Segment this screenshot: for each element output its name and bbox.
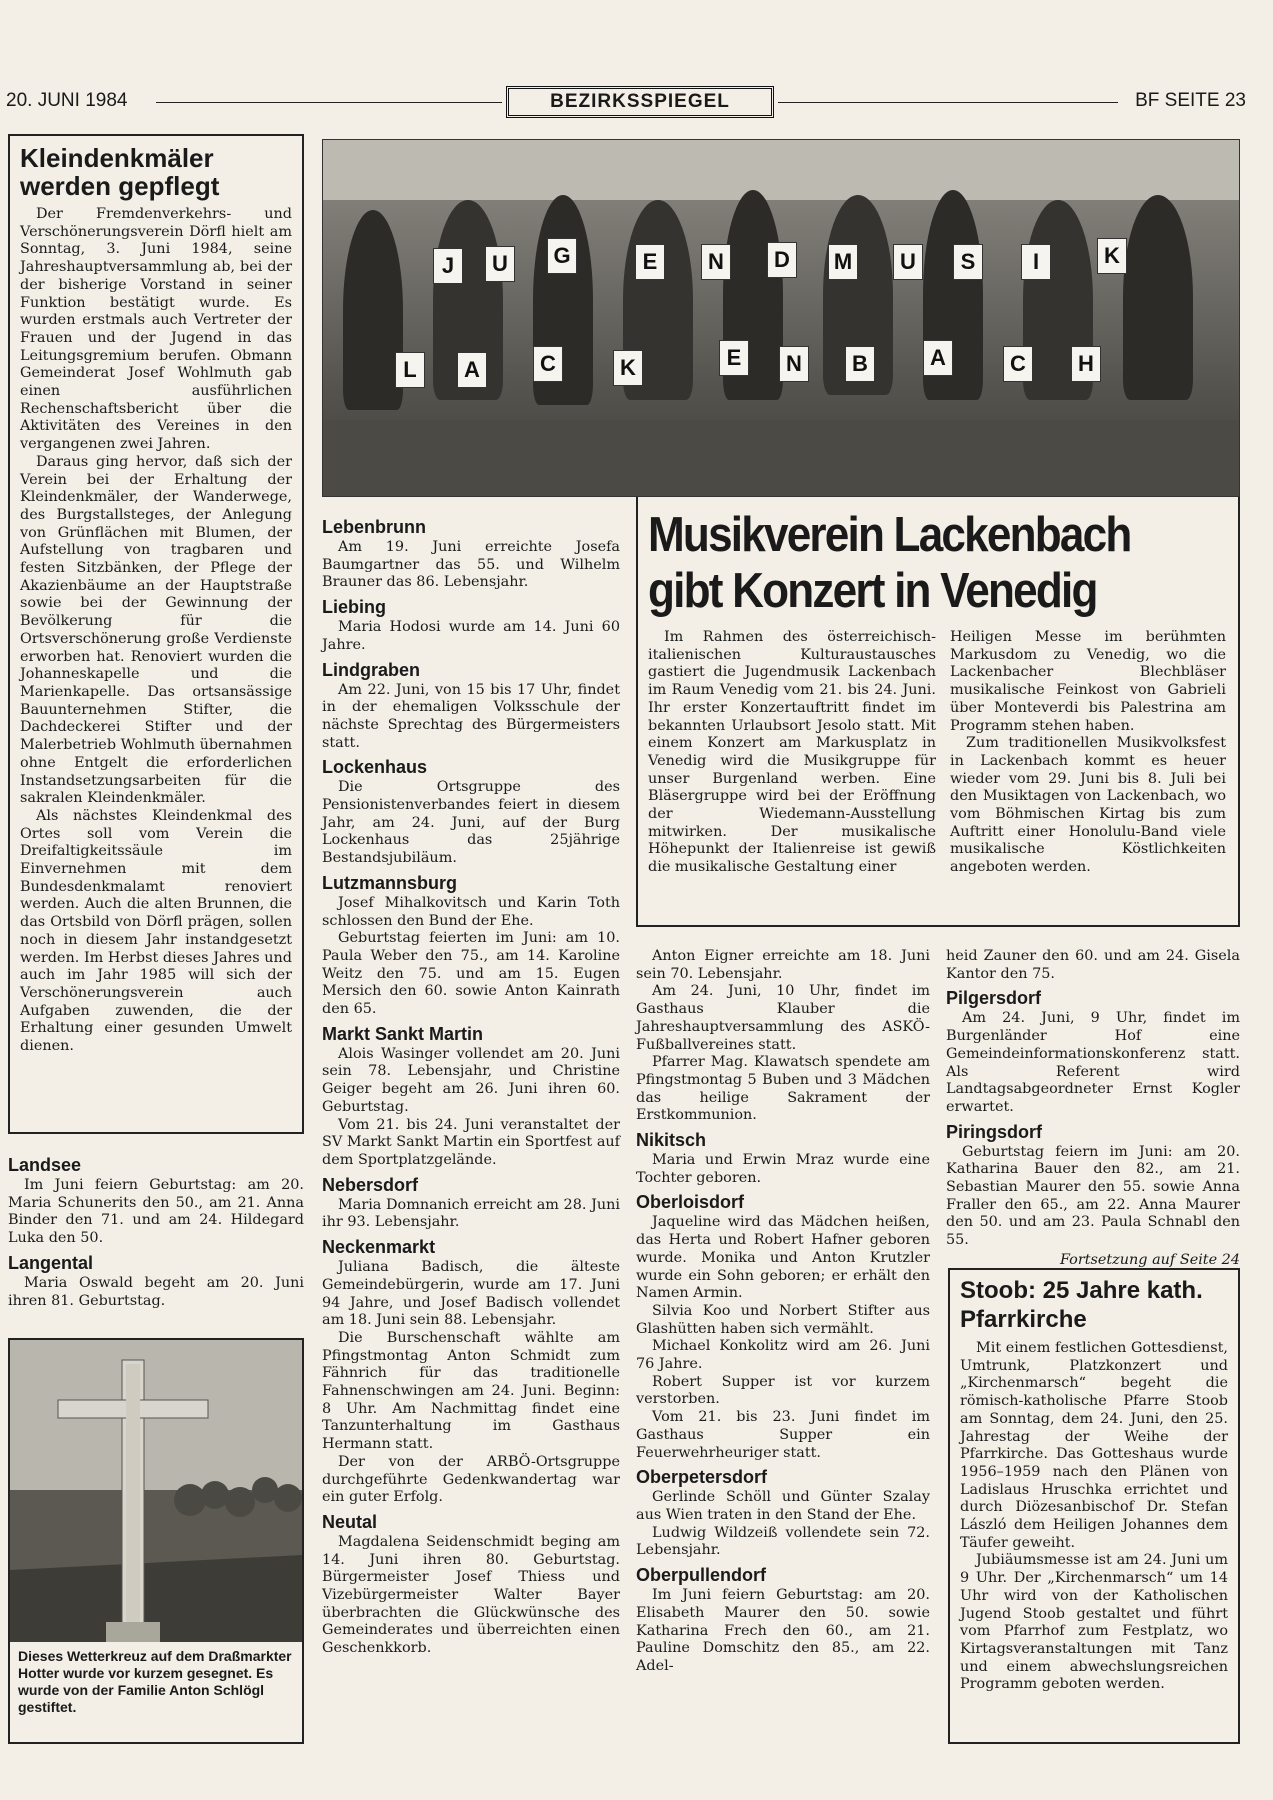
paragraph: Daraus ging hervor, daß sich der Verein bei der Erhaltung der Kleindenkmäler, der Wanderwege, des Burgstallsteges, der Anlegung von Grünflächen mit Blumen, der Aufstellung von tragbaren und festen Sitzbänken, der Pflege der Akazienbäume an der Hauptstraße sowie bei der Gewinnung der Bevölkerung für die Ortsverschönerung große Verdienste erworben hat. Renoviert wurden die Johanneskapelle und die Marienkapelle. Das ortsansässige Bauunternehmen Stifter, die Dachdeckerei Stifter und der Malerbetrieb Wohlmuth übernahmen ohne Entgelt die erforderlichen Instandsetzungsarbeiten für die sakralen Kleindenkmäler. (20, 453, 292, 807)
item-text: Anton Eigner erreichte am 18. Juni sein 70. Lebensjahr. (636, 948, 930, 982)
item-text: Silvia Koo und Norbert Stifter aus Glashütten haben sich vermählt. (636, 1302, 930, 1337)
item-text: Juliana Badisch, die älteste Gemeindebürgerin, wurde am 17. Juni 94 Jahre, und Josef Badisch vollendet am 18. Juni sein 88. Lebensjahr. (322, 1259, 620, 1329)
sign-letter: J (433, 248, 463, 284)
person-shape (1123, 195, 1193, 400)
sign-letter: G (547, 238, 577, 274)
article-musikverein (636, 497, 1240, 927)
paragraph: Im Rahmen des österreichisch-italienischen Kulturaustausches gastiert die Jugendmusik Lackenbach im Raum Venedig vom 21. bis 24. Juni. Ihr erster Konzertauftritt findet im bekannten Urlaubsort Jesolo statt. Mit einem Konzert am Markusplatz in Venedig wird die Musikgruppe für unser Burgenland werben. Eine Bläsergruppe wird bei der Eröffnung der Wiedemann-Ausstellung mitwirken. Der musikalische Höhepunkt der Italienreise ist gewiß die musikalische Gestaltung einer (648, 629, 936, 876)
headline-line-2: gibt Konzert in Venedig (648, 564, 1097, 618)
cross-photo-box (8, 1338, 304, 1744)
sign-letter: U (893, 244, 923, 280)
item-text: Die Burschenschaft wählte am Pfingstmontag Anton Schmidt zum Fähnrich für das traditionelle Fahnenschwingen am 24. Juni. Beginn: 8 Uhr. Am Nachmittag findet eine Tanzunterhaltung im Gasthaus Hermann statt. (322, 1329, 620, 1453)
item-text: Jaqueline wird das Mädchen heißen, das Herta und Robert Hafner geboren wurde. Monika und Anton Krutzler wurde ein Sohn geboren; er erhält den Namen Armin. (636, 1214, 930, 1302)
sign-letter: L (395, 352, 425, 388)
sign-letter: C (1003, 346, 1033, 382)
heading-oberpetersdorf: Oberpetersdorf (636, 1467, 768, 1488)
item-text: Im Juni feiern Geburtstag: am 20. Maria Schunerits den 50., am 21. Anna Binder den 71. und am 24. Hildegard Luka den 50. (8, 1177, 304, 1247)
column-3-news (636, 948, 930, 1676)
item-text: Maria Hodosi wurde am 14. Juni 60 Jahre. (322, 619, 620, 653)
person-shape (343, 210, 403, 410)
sign-letter: A (923, 340, 953, 376)
column-2-news (322, 512, 620, 1658)
cross-photo-caption: Dieses Wetterkreuz auf dem Draßmarkter Hotter wurde vor kurzem gesegnet. Es wurde von der Familie Anton Schlögl gestiftet. (18, 1648, 292, 1715)
item-text: Geburtstag feiern im Juni: am 20. Katharina Bauer den 82., am 21. Sebastian Maurer den 55. sowie Anna Fraller den 65., am 22. Anna Maurer den 50. und am 23. Paula Schnabl den 55. (946, 1143, 1240, 1249)
item-text: Michael Konkolitz wird am 26. Juni 76 Jahre. (636, 1338, 930, 1373)
article-title: Kleindenkmäler werden gepflegt (20, 143, 220, 201)
article-body (20, 206, 292, 1056)
stoob-title: Stoob: 25 Jahre kath. Pfarrkirche (960, 1277, 1203, 1333)
heading-liebing: Liebing (322, 597, 386, 618)
sign-letter: N (779, 346, 809, 382)
item-text: Am 19. Juni erreichte Josefa Baumgartner das 55. und Wilhelm Brauner das 86. Lebensjahr. (322, 539, 620, 591)
item-text: Geburtstag feierten im Juni: am 10. Paula Weber den 75., am 14. Karoline Weitz den 75. und am 15. Eugen Mersich den 60. sowie Anton Kainrath den 65. (322, 930, 620, 1018)
sign-letter: K (613, 350, 643, 386)
item-text: Im Juni feiern Geburtstag: am 20. Elisabeth Maurer den 50. sowie Katharina Frech den 60., am 21. Pauline Domschitz den 85., am 22. Adel- (636, 1587, 930, 1674)
item-text: Alois Wasinger vollendet am 20. Juni sein 78. Lebensjahr, und Christine Geiger begeht am 26. Juni ihren 60. Geburtstag. (322, 1045, 620, 1115)
paragraph: Heiligen Messe im berühmten Markusdom zu Venedig, wo die Lackenbacher Blechbläser musikalische Feinkost von Gabrieli über Monteverdi bis Palestrina am Programm stehen haben. (950, 629, 1226, 734)
item-text: Gerlinde Schöll und Günter Szalay aus Wien traten in den Stand der Ehe. (636, 1489, 930, 1523)
sign-letter: U (485, 246, 515, 282)
sign-letter: K (1097, 238, 1127, 274)
section-label (506, 86, 774, 118)
sign-letter: S (953, 244, 983, 280)
photo-sky (323, 140, 1240, 200)
heading-neckenmarkt: Neckenmarkt (322, 1237, 436, 1258)
paragraph: Zum traditionellen Musikvolksfest in Lackenbach kommt es heuer wieder vom 29. Juni bis 8. Juli bei den Musiktagen von Lackenbach, wo vom Böhmischen Kirtag bis zum Auftritt einer Honolulu-Band viele musikalische Köstlichkeiten angeboten werden. (950, 735, 1226, 876)
sign-letter: H (1071, 346, 1101, 382)
heading-nebersdorf: Nebersdorf (322, 1174, 419, 1195)
item-text: Am 24. Juni, 10 Uhr, findet im Gasthaus Klauber die Jahreshauptversammlung des ASKÖ-Fußballvereines statt. (636, 983, 930, 1053)
sign-letter: I (1021, 244, 1051, 280)
article-kleindenkmaeler (8, 134, 304, 1134)
item-text: Pfarrer Mag. Klawatsch spendete am Pfingstmontag 5 Buben und 3 Mädchen das heilige Sakrament der Erstkommunion. (636, 1054, 930, 1124)
sign-letter: E (719, 340, 749, 376)
item-text: Die Ortsgruppe des Pensionistenverbandes feiert in diesem Jahr, am 24. Juni, auf der Burg Lockenhaus das 25jährige Bestandsjubiläum. (322, 779, 620, 867)
heading-neutal: Neutal (322, 1511, 378, 1532)
paragraph: Jubiäumsmesse ist am 24. Juni um 9 Uhr. Der „Kirchenmarsch“ um 14 Uhr wird von der Katholischen Jugend Stoob gestaltet und führt vom Pfarrhof zum Festplatz, wo Kirtagsveranstaltungen mit Tanz und einem abwechslungsreichen Programm geboten werden. (960, 1552, 1228, 1693)
item-text: Maria und Erwin Mraz wurde eine Tochter geboren. (636, 1152, 930, 1186)
item-text: Der von der ARBÖ-Ortsgruppe durchgeführte Gedenkwandertag war ein guter Erfolg. (322, 1453, 620, 1506)
heading-langental: Langental (8, 1252, 94, 1273)
sign-letter: B (845, 346, 875, 382)
headline-line-1: Musikverein Lackenbach (648, 508, 1131, 562)
main-column-b (950, 629, 1226, 877)
photo-grass (323, 420, 1240, 497)
heading-pilgersdorf: Pilgersdorf (946, 988, 1042, 1009)
sign-letter: N (701, 244, 731, 280)
issue-date: 20. JUNI 1984 (6, 90, 128, 111)
heading-piringsdorf: Piringsdorf (946, 1121, 1043, 1142)
item-text: Am 24. Juni, 9 Uhr, findet im Burgenländer Hof eine Gemeindeinformationskonferenz statt. Als Referent wird Landtagsabgeordneter Ernst Kogler erwartet. (946, 1010, 1240, 1115)
heading-lutzmannsburg: Lutzmannsburg (322, 872, 457, 893)
item-text: Magdalena Seidenschmidt beging am 14. Juni ihren 80. Geburtstag. Bürgermeister Josef Thiess und Vizebürgermeister Walter Bayer überbrachten die Glückwünsche des Gemeinderates und überreichten einen Geschenkkorb. (322, 1533, 620, 1657)
cross-photo (10, 1340, 302, 1642)
item-text: Maria Oswald begeht am 20. Juni ihren 81. Geburtstag. (8, 1274, 304, 1309)
continued-note: Fortsetzung auf Seite 24 (1059, 1251, 1240, 1268)
main-column-a (648, 629, 936, 877)
section-title: BEZIRKSSPIEGEL (550, 91, 730, 112)
paragraph: Mit einem festlichen Gottesdienst, Umtrunk, Platzkonzert und „Kirchenmarsch“ begeht die römisch-katholische Pfarre Stoob am Sonntag, dem 24. Juni, den 25. Jahrestag der Weihe der Pfarrkirche. Das Gotteshaus wurde 1956–1959 nach den Plänen von Ladislaus Hruschka errichtet und durch Diözesanbischof Dr. Stefan László dem Heiligen Johannes dem Täufer geweiht. (960, 1340, 1228, 1551)
column-1-news (8, 1150, 304, 1310)
heading-markt-sankt-martin: Markt Sankt Martin (322, 1023, 484, 1044)
sign-letter: M (828, 244, 858, 280)
heading-lindgraben: Lindgraben (322, 659, 420, 680)
item-text: Maria Domnanich erreicht am 28. Juni ihr 93. Lebensjahr. (322, 1196, 620, 1231)
sign-letter: D (767, 242, 797, 278)
sign-letter: A (457, 352, 487, 388)
stoob-body (960, 1340, 1228, 1694)
item-text: Josef Mihalkovitsch und Karin Toth schlossen den Bund der Ehe. (322, 894, 620, 929)
page-header (6, 84, 1246, 120)
sign-letter: C (533, 346, 563, 382)
heading-oberloisdorf: Oberloisdorf (636, 1192, 745, 1213)
item-text: Ludwig Wildzeiß vollendete sein 72. Lebensjahr. (636, 1524, 930, 1559)
main-article-columns (648, 629, 1228, 877)
heading-nikitsch: Nikitsch (636, 1130, 707, 1151)
header-rule-left (156, 102, 502, 103)
main-headline (648, 507, 1170, 619)
item-text: Vom 21. bis 24. Juni veranstaltet der SV Markt Sankt Martin ein Sportfest auf dem Sportplatzgelände. (322, 1116, 620, 1168)
item-text: heid Zauner den 60. und am 24. Gisela Kantor den 75. (946, 948, 1240, 982)
paragraph: Der Fremdenverkehrs- und Verschönerungsverein Dörfl hielt am Sonntag, 3. Juni 1984, seine Jahreshauptversammlung ab, bei der der bisherige Vorstand in seiner Funktion bestätigt wurde. Es wurden erstmals auch Vertreter der Frauen und der Jugend in das Leitungsgremium berufen. Obmann Gemeinderat Josef Wohlmuth gab einen ausführlichen Rechenschaftsbericht über die Aktivitäten des Vereines in den vergangenen zwei Jahren. (20, 206, 292, 453)
paragraph: Als nächstes Kleindenkmal des Ortes soll vom Verein die Dreifaltigkeitssäule im Einvernehmen mit dem Bundesdenkmalamt renoviert werden. Auch die alten Brunnen, die das Ortsbild von Dörfl prägen, sollen noch in diesem Jahr instandgesetzt werden. Im Herbst dieses Jahres und auch im Jahr 1985 will sich der Verschönerungsverein auch Aufgaben zuwenden, die der Erhaltung einer gesunden Umwelt dienen. (20, 807, 292, 1055)
header-rule-right (778, 102, 1118, 103)
heading-lockenhaus: Lockenhaus (322, 757, 428, 778)
sign-letter: E (635, 244, 665, 280)
page-number: BF SEITE 23 (1135, 90, 1246, 111)
article-stoob (948, 1268, 1240, 1744)
group-photo (322, 139, 1240, 497)
heading-landsee: Landsee (8, 1155, 82, 1175)
heading-oberpullendorf: Oberpullendorf (636, 1565, 766, 1586)
item-text: Vom 21. bis 23. Juni findet im Gasthaus Supper ein Feuerwehrheuriger statt. (636, 1409, 930, 1461)
item-text: Am 22. Juni, von 15 bis 17 Uhr, findet in der ehemaligen Volksschule der nächste Sprechtag des Bürgermeisters statt. (322, 681, 620, 751)
item-text: Robert Supper ist vor kurzem verstorben. (636, 1373, 930, 1408)
heading-lebenbrunn: Lebenbrunn (322, 517, 426, 537)
column-4-news (946, 948, 1240, 1270)
